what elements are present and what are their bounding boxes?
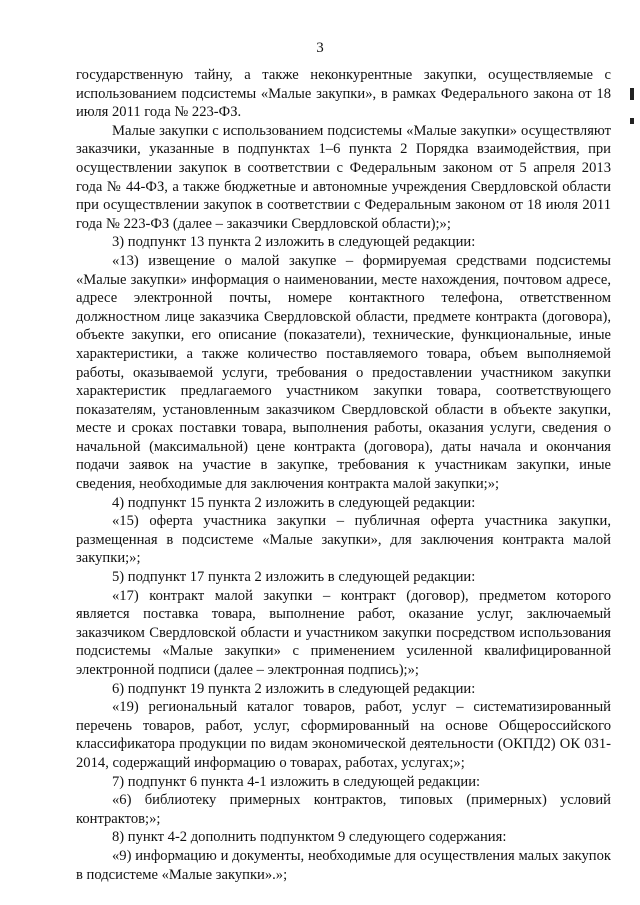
paragraph-2: Малые закупки с использованием подсистемы «Малые закупки» осуществляют заказчики, указанные в подпунктах 1–6 пункта 2 Порядка взаимодействия, при осуществлении закупок в соответствии с Федеральным законом от 5 апреля 2013 года № 44-ФЗ, а также бюджетные и автономные учреждения Свердловской области при осуществлении закупок в соответствии с Федеральным законом от 18 июля 2011 года № 223-ФЗ (далее – заказчики Свердловской области);»;: [76, 122, 611, 232]
scan-margin-mark: [630, 118, 634, 124]
paragraph-4: «13) извещение о малой закупке – формируемая средствами подсистемы «Малые закупки» информация о наименовании, месте нахождения, почтовом адресе, адресе электронной почты, номере контактного телефона, ответственном должностном лице заказчика Свердловской области, предмете контракта (договора), объекте закупки, его описание (показатели), технические, функциональные, иные характеристики, а также количество поставляемого товара, объем выполняемой работы, оказываемой услуги, требования о предоставлении участником закупки характеристик предлагаемого участником закупки товара, соответствующего показателям, установленным заказчиком Свердловской области в объекте закупки, месте и сроках поставки товара, выполнения работы, оказания услуги, сведения о начальной (максимальной) цене контракта (договора), даты начала и окончания подачи заявок на участие в закупке, требования к участникам закупки, иные сведения, необходимые для заключения контракта малой закупки;»;: [76, 252, 611, 493]
scan-margin-mark: [630, 88, 634, 100]
paragraph-5: 4) подпункт 15 пункта 2 изложить в следующей редакции:: [112, 494, 476, 511]
paragraph-11: 7) подпункт 6 пункта 4-1 изложить в следующей редакции:: [112, 773, 481, 790]
paragraph-10: «19) региональный каталог товаров, работ, услуг – систематизированный перечень товаров, работ, услуг, сформированный на основе Общероссийского классификатора продукции по видам экономической деятельности (ОКПД2) ОК 031-2014, содержащий информацию о товарах, работах, услугах;»;: [76, 699, 611, 771]
paragraph-1: государственную тайну, а также неконкурентные закупки, осуществляемые с использованием подсистемы «Малые закупки», в рамках Федерального закона от 18 июля 2011 года № 223-ФЗ.: [76, 67, 611, 121]
document-body: [76, 66, 611, 884]
paragraph-8: «17) контракт малой закупки – контракт (договор), предметом которого является поставка товара, выполнение работ, оказание услуг, заключаемый заказчиком Свердловской области и участником закупки посредством использования подсистемы «Малые закупки» с применением усиленной квалифицированной электронной подписи (далее – электронная подпись);»;: [76, 587, 611, 678]
paragraph-13: 8) пункт 4-2 дополнить подпунктом 9 следующего содержания:: [112, 829, 507, 846]
paragraph-7: 5) подпункт 17 пункта 2 изложить в следующей редакции:: [112, 569, 476, 586]
paragraph-6: «15) оферта участника закупки – публичная оферта участника закупки, размещенная в подсистеме «Малые закупки», для заключения контракта малой закупки;»;: [76, 513, 611, 567]
paragraph-3: 3) подпункт 13 пункта 2 изложить в следующей редакции:: [112, 234, 476, 251]
page-number: 3: [316, 40, 324, 56]
paragraph-14: «9) информацию и документы, необходимые для осуществления малых закупок в подсистеме «Малые закупки».»;: [76, 847, 611, 883]
paragraph-9: 6) подпункт 19 пункта 2 изложить в следующей редакции:: [112, 680, 476, 697]
paragraph-12: «6) библиотеку примерных контрактов, типовых (примерных) условий контрактов;»;: [76, 792, 611, 827]
